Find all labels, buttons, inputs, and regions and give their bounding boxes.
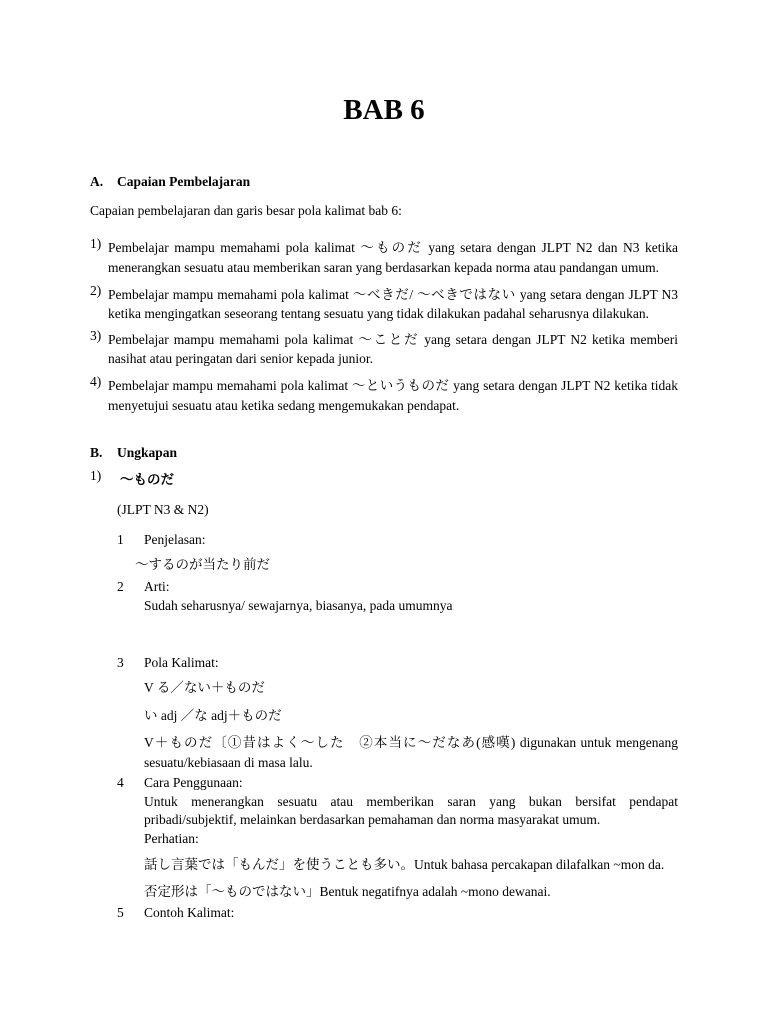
list-item-number: 3) [90, 328, 102, 343]
point-text: 〜するのが当たり前だ [135, 557, 270, 572]
point-number: 3 [117, 655, 124, 670]
point-label: Contoh Kalimat: [144, 905, 235, 920]
point-number: 5 [117, 905, 124, 920]
point-text: Sudah seharusnya/ sewajarnya, biasanya, pada umumnya [144, 598, 453, 613]
list-item-line: nasihat atau peringatan dari senior kepada junior. [108, 351, 374, 366]
section-a-letter: A. [90, 174, 104, 189]
list-item-line: Pembelajar mampu memahami pola kalimat 〜べきだ/ 〜べきではない yang setara dengan JLPT N3 [108, 287, 678, 302]
point-text: Untuk menerangkan sesuatu atau memberikan saran yang bukan bersifat pendapat [144, 794, 678, 809]
point-label: Cara Penggunaan: [144, 775, 243, 790]
jlpt-level: (JLPT N3 & N2) [117, 502, 209, 517]
subsection-title: 〜ものだ [120, 472, 174, 487]
note-label: Perhatian: [144, 831, 199, 846]
list-item-line: menyetujui sesuatu atau ketika sedang mengemukakan pendapat. [108, 398, 460, 413]
section-a-intro: Capaian pembelajaran dan garis besar pola kalimat bab 6: [90, 203, 402, 218]
sentence-pattern: V＋ものだ〔①昔はよく〜した ②本当に〜だなあ(感嘆) digunakan untuk mengenang [144, 735, 678, 750]
list-item-line: menerangkan sesuatu atau memberikan saran yang berdasarkan kepada norma atau pandangan umum. [108, 260, 660, 275]
section-a-heading: Capaian Pembelajaran [117, 174, 251, 189]
sentence-pattern-continued: sesuatu/kebiasaan di masa lalu. [144, 755, 313, 770]
sentence-pattern: V る／ない＋ものだ [144, 680, 265, 695]
list-item-line: Pembelajar mampu memahami pola kalimat 〜ものだ yang setara dengan JLPT N2 dan N3 ketika [108, 240, 678, 255]
list-item-number: 2) [90, 283, 102, 298]
section-b-letter: B. [90, 445, 103, 460]
list-item-number: 4) [90, 374, 102, 389]
chapter-title: BAB 6 [343, 94, 425, 126]
point-number: 1 [117, 532, 124, 547]
note-text: 話し言葉では「もんだ」を使うことも多い。Untuk bahasa percakapan dilafalkan ~mon da. [144, 857, 665, 872]
subsection-number: 1) [90, 468, 102, 483]
point-text: pribadi/subjektif, melainkan berdasarkan pemahaman dan norma masyarakat umum. [144, 812, 601, 827]
list-item-line: Pembelajar mampu memahami pola kalimat 〜というものだ yang setara dengan JLPT N2 ketika tidak [108, 378, 678, 393]
list-item-line: Pembelajar mampu memahami pola kalimat 〜ことだ yang setara dengan JLPT N2 ketika memberi [108, 332, 678, 347]
note-text: 否定形は「〜ものではない」Bentuk negatifnya adalah ~mono dewanai. [144, 884, 551, 899]
point-number: 2 [117, 579, 124, 594]
section-b-heading: Ungkapan [117, 445, 178, 460]
point-label: Pola Kalimat: [144, 655, 219, 670]
point-number: 4 [117, 775, 124, 790]
list-item-number: 1) [90, 236, 102, 251]
point-label: Arti: [144, 579, 170, 594]
point-label: Penjelasan: [144, 532, 206, 547]
sentence-pattern: い adj ／な adj＋ものだ [144, 708, 282, 723]
list-item-line: ketika mengingatkan seseorang tentang sesuatu yang tidak dilakukan padahal seharusnya dilakukan. [108, 306, 649, 321]
